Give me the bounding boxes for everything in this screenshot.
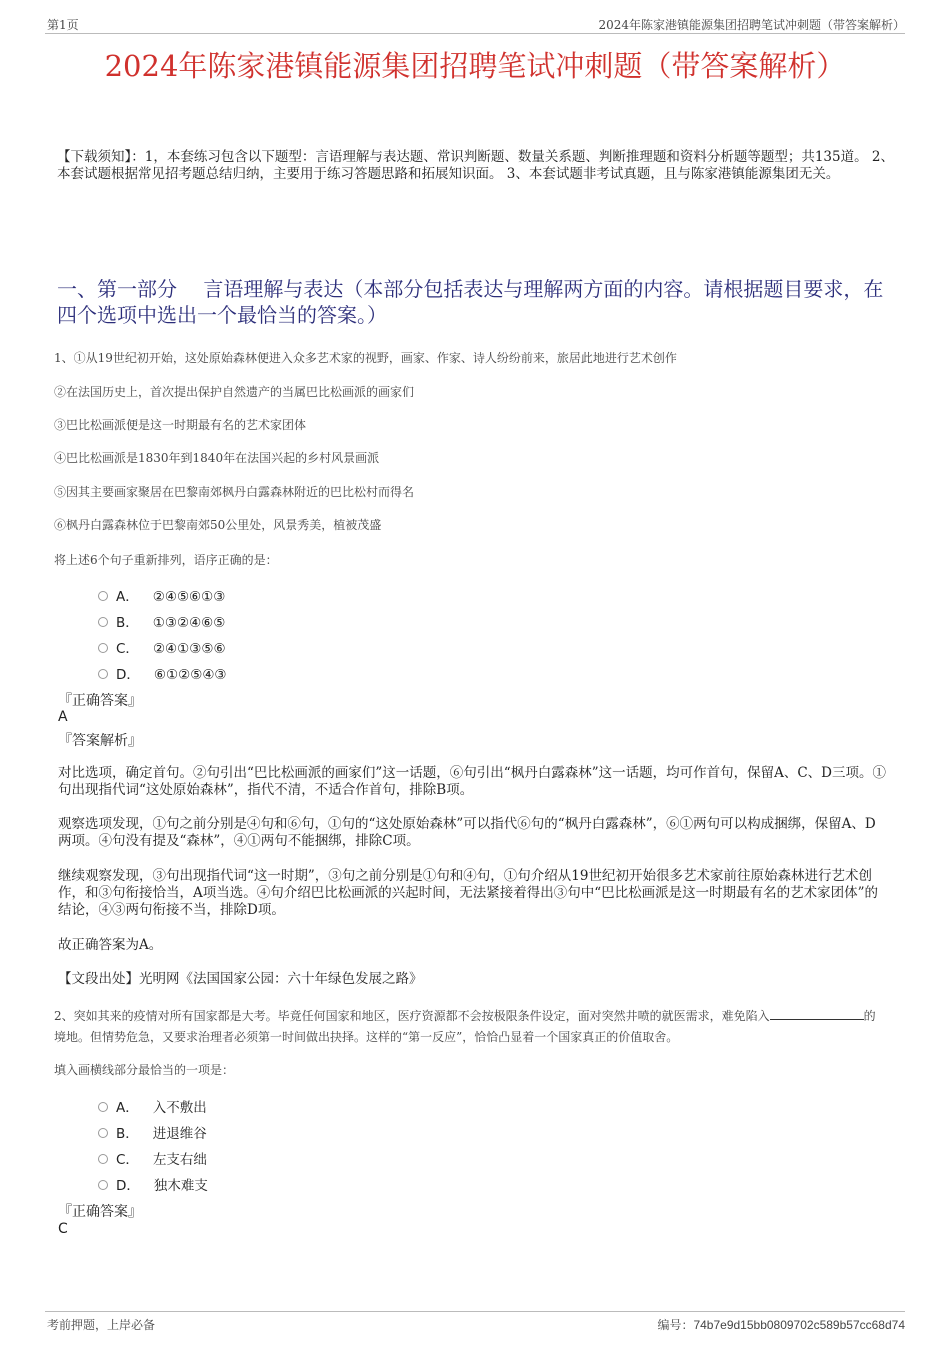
q1-option-b[interactable] [98,611,225,631]
radio-icon[interactable] [98,617,108,627]
footer-slogan: 考前押题，上岸必备 [47,1318,156,1332]
q1-sentence: ⑤因其主要画家聚居在巴黎南郊枫丹白露森林附近的巴比松村而得名 [54,485,415,499]
q1-sentence: ③巴比松画派便是这一时期最有名的艺术家团体 [54,418,307,432]
footer-rule [45,1311,905,1312]
footer-code-value: 74b7e9d15bb0809702c589b57cc68d74 [693,1318,905,1332]
option-letter: D． [116,1178,140,1194]
option-text: 进退维谷 [152,1126,207,1142]
q1-analysis-paragraph: 观察选项发现，①句之前分别是④句和⑥句，①句的“这处原始森林”可以指代⑥句的“枫丹白露森林”，⑥①两句可以构成捆绑，保留A、D两项。④句没有提及“森林”，④①两句不能捆绑，排除C项。 [58,816,876,849]
q1-analysis-paragraph: 对比选项，确定首句。②句引出“巴比松画派的画家们”这一话题，⑥句引出“枫丹白露森林”这一话题，均可作首句，保留A、C、D三项。①句出现指代词“这处原始森林”，指代不清，不适合作首句，排除B项。 [58,765,887,798]
q1-option-c[interactable] [98,637,226,657]
q2-stem-after: 的境地。但情势危急，又要求治理者必须第一时间做出抉择。这样的“第一反应”，恰恰凸显着一个国家真正的价值取舍。 [54,1009,876,1044]
q1-analysis-label: 『答案解析』 [58,733,142,749]
option-letter: A． [116,1100,139,1116]
q2-option-d[interactable] [98,1174,208,1194]
page-title: 2024年陈家港镇能源集团招聘笔试冲刺题（带答案解析） [104,49,846,83]
q1-sentence: ⑥枫丹白露森林位于巴黎南郊50公里处，风景秀美，植被茂盛 [54,518,382,532]
option-text: 左支右绌 [152,1152,207,1168]
option-text: ⑥①②⑤④③ [153,667,227,683]
q1-option-d[interactable] [98,663,227,683]
q2-stem-before: 2、突如其来的疫情对所有国家都是大考。毕竟任何国家和地区，医疗资源都不会按极限条件设定，面对突然井喷的就医需求，难免陷入 [54,1009,770,1023]
footer-code-label: 编号： [657,1318,694,1332]
q1-answer: A [58,709,68,725]
option-letter: C． [116,641,139,657]
option-letter: A． [116,589,139,605]
q2-option-b[interactable] [98,1122,207,1142]
q2-option-a[interactable] [98,1096,207,1116]
radio-icon[interactable] [98,669,108,679]
option-text: ②④⑤⑥①③ [152,589,226,605]
q1-sentence: ④巴比松画派是1830年到1840年在法国兴起的乡村风景画派 [54,451,380,465]
section-heading: 一、第一部分 言语理解与表达（本部分包括表达与理解两方面的内容。请根据题目要求，在四个选项中选出一个最恰当的答案。） [57,277,884,327]
q1-answer-label: 『正确答案』 [58,693,142,709]
q1-analysis-paragraph: 故正确答案为A。 [58,937,163,953]
q2-stem [54,1006,884,1048]
q1-sentence: 1、①从19世纪初开始，这处原始森林便进入众多艺术家的视野，画家、作家、诗人纷纷前来，旅居此地进行艺术创作 [54,351,677,365]
option-text: 独木难支 [153,1178,208,1194]
option-text: ①③②④⑥⑤ [152,615,226,631]
q2-option-c[interactable] [98,1148,207,1168]
radio-icon[interactable] [98,591,108,601]
option-text: ②④①③⑤⑥ [152,641,226,657]
header-rule [45,33,905,34]
footer-code [657,1316,905,1333]
download-notice: 【下载须知】：1，本套练习包含以下题型：言语理解与表达题、常识判断题、数量关系题、判断推理题和资料分析题等题型；共135道。 2、本套试题根据常见招考题总结归纳，主要用于练习答题思路和拓展知识面。 3、本套试题非考试真题，且与陈家港镇能源集团无关。 [57,149,894,182]
fill-blank [770,1007,864,1020]
q1-analysis-paragraph: 继续观察发现，③句出现指代词“这一时期”，③句之前分别是①句和④句，①句介绍从19世纪初开始很多艺术家前往原始森林进行艺术创作，和③句衔接恰当，A项当选。④句介绍巴比松画派的兴起时间，无法紧接着得出③句中“巴比松画派是这一时期最有名的艺术家团体”的结论，④③两句衔接不当，排除D项。 [58,868,879,918]
option-letter: C． [116,1152,139,1168]
radio-icon[interactable] [98,1128,108,1138]
option-letter: B． [116,1126,139,1142]
q1-option-a[interactable] [98,585,225,605]
q2-prompt: 填入画横线部分最恰当的一项是： [54,1063,235,1077]
option-text: 入不敷出 [152,1100,207,1116]
q2-answer: C [58,1221,68,1237]
radio-icon[interactable] [98,1154,108,1164]
radio-icon[interactable] [98,1180,108,1190]
q1-prompt: 将上述6个句子重新排列，语序正确的是： [54,553,278,567]
q1-source: 【文段出处】光明网《法国国家公园：六十年绿色发展之路》 [58,971,423,987]
header-doc-title: 2024年陈家港镇能源集团招聘笔试冲刺题（带答案解析） [598,18,905,32]
radio-icon[interactable] [98,643,108,653]
q1-sentence: ②在法国历史上，首次提出保护自然遗产的当属巴比松画派的画家们 [54,385,415,399]
option-letter: D． [116,667,140,683]
radio-icon[interactable] [98,1102,108,1112]
option-letter: B． [116,615,139,631]
q2-answer-label: 『正确答案』 [58,1204,142,1220]
page-number: 第1页 [47,18,79,32]
